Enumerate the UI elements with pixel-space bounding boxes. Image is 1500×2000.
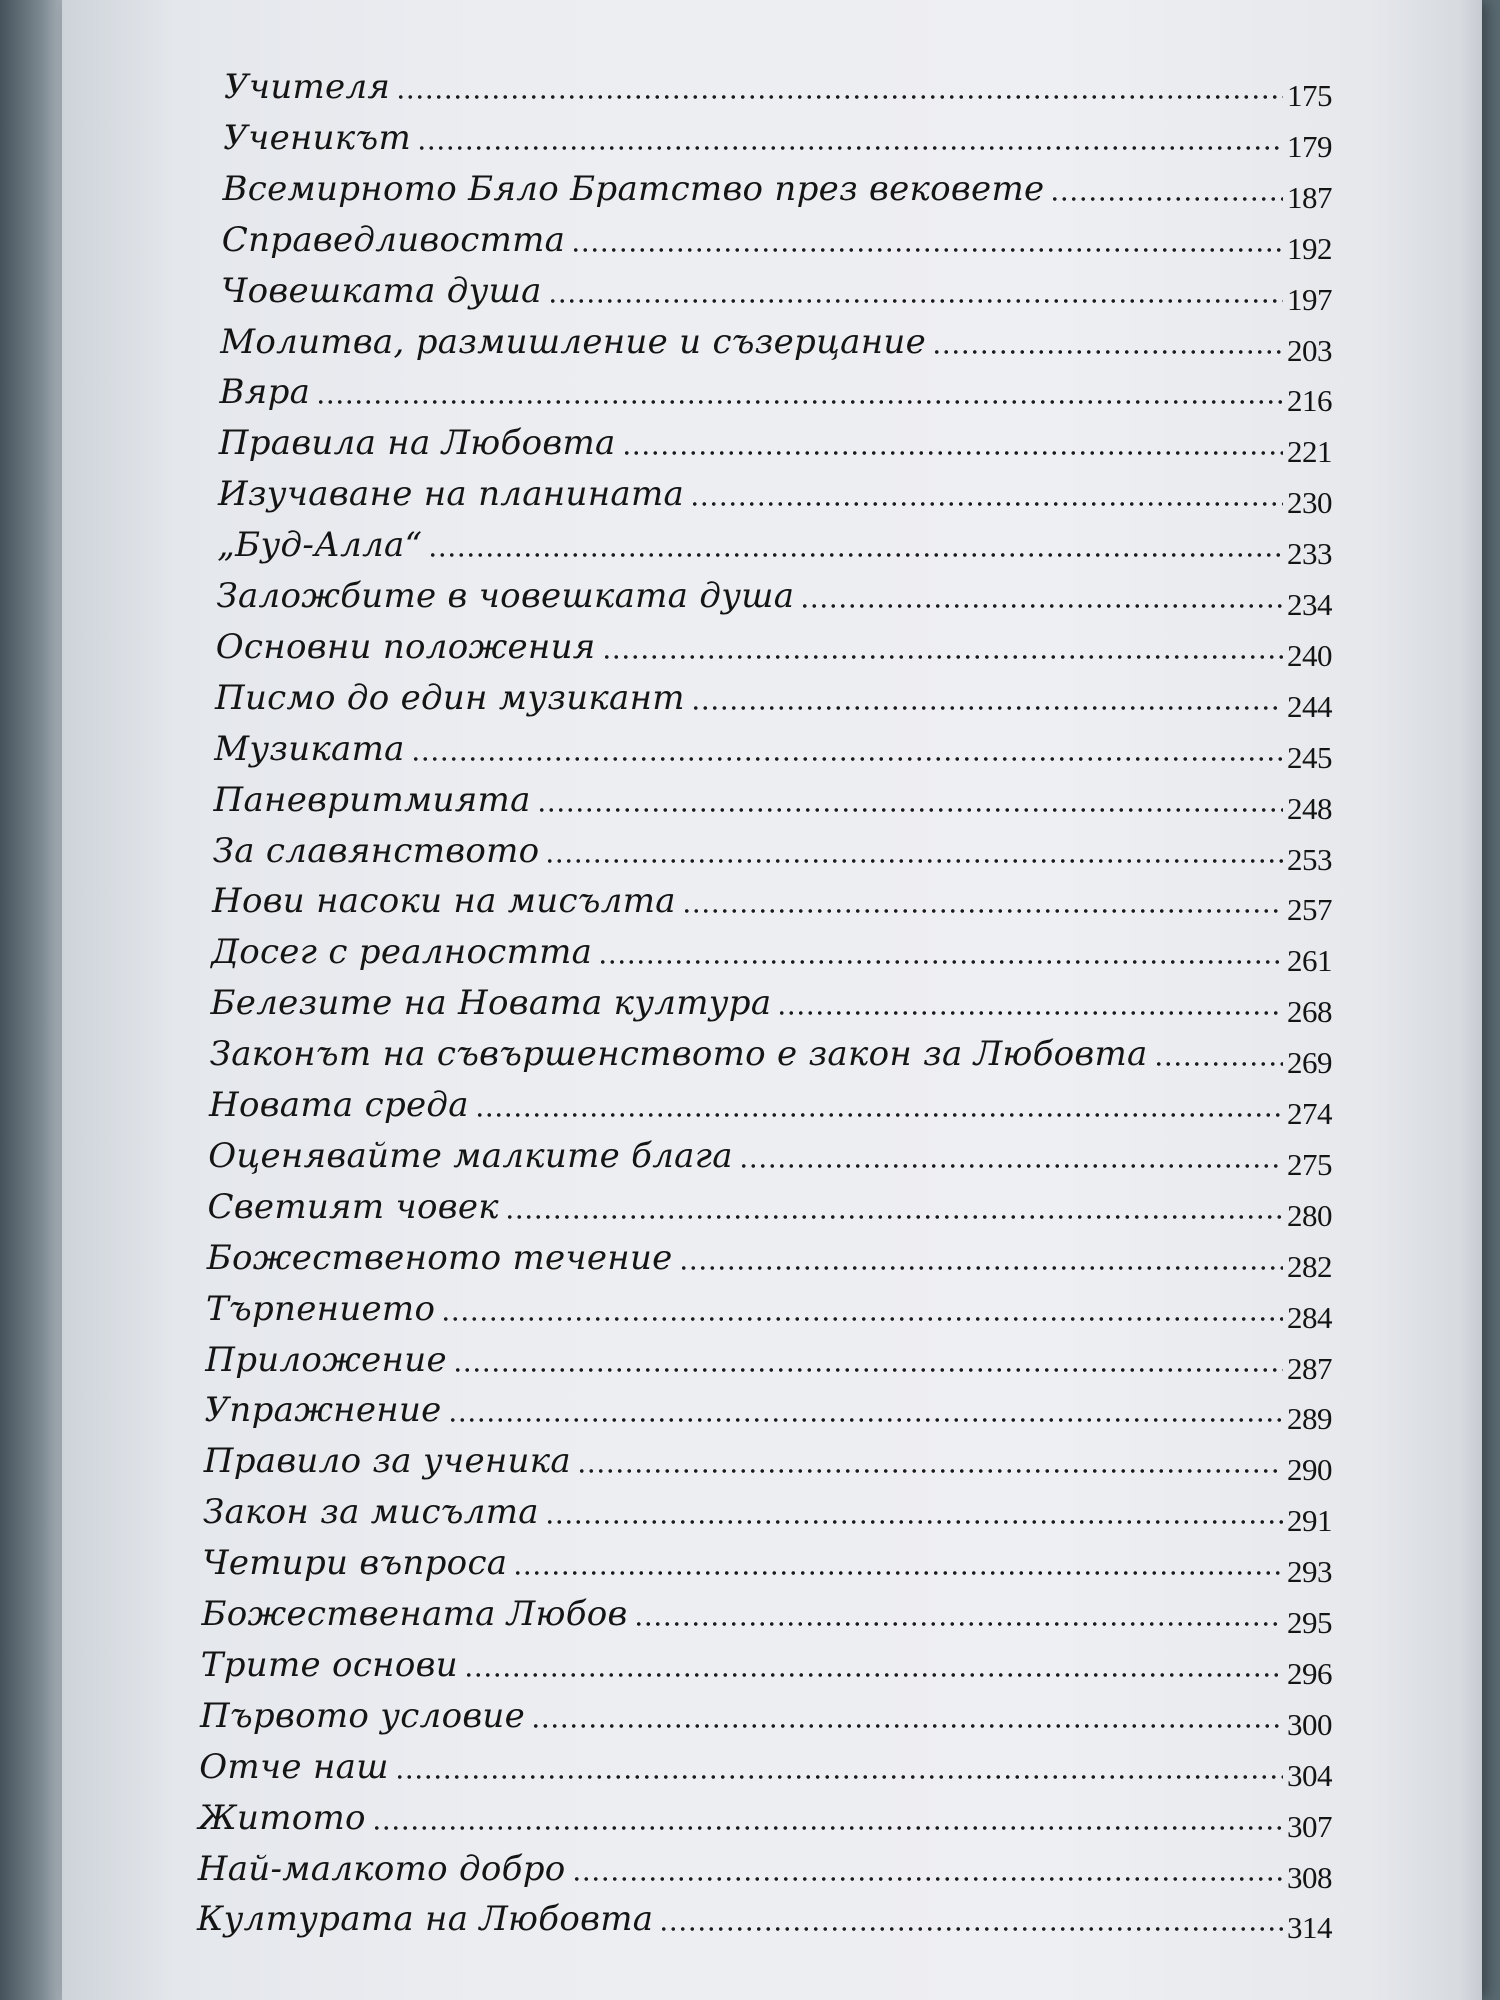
toc-entry-page-number: 307 [1287, 1808, 1332, 1844]
toc-entry-page-number: 304 [1287, 1757, 1332, 1793]
toc-entry-page-number: 187 [1287, 179, 1332, 215]
toc-entry-page-number: 289 [1287, 1401, 1332, 1437]
toc-entry [197, 1894, 1332, 1944]
dot-leader [441, 1316, 1283, 1322]
toc-entry-page-number: 290 [1287, 1452, 1332, 1488]
toc-entry-title: Вяра [219, 372, 311, 413]
toc-entry-page-number: 253 [1287, 841, 1332, 877]
dot-leader [622, 450, 1283, 456]
toc-entry [223, 164, 1333, 214]
toc-entry [204, 1436, 1332, 1486]
toc-entry [203, 1487, 1332, 1537]
toc-entry-title: Културата на Любовта [197, 1899, 654, 1940]
dot-leader [1154, 1061, 1283, 1067]
dot-leader [548, 298, 1283, 304]
dot-leader [739, 1163, 1283, 1169]
toc-entry [215, 673, 1332, 723]
toc-entry-page-number: 293 [1287, 1554, 1332, 1590]
toc-entry [220, 317, 1332, 367]
dot-leader [602, 654, 1283, 660]
dot-leader [396, 94, 1283, 100]
book-page [62, 0, 1482, 2000]
toc-entry-title: Отче наш [199, 1746, 389, 1787]
toc-entry [217, 520, 1332, 570]
toc-entry [212, 876, 1332, 926]
dot-leader [545, 858, 1283, 864]
toc-entry-title: Справедливостта [221, 219, 566, 260]
toc-entry [199, 1793, 1333, 1843]
dot-leader [505, 1214, 1283, 1220]
dot-leader [531, 1723, 1283, 1729]
dot-leader [537, 807, 1283, 813]
toc-entry-title: Най-малкото добро [197, 1848, 566, 1889]
dot-leader [316, 399, 1283, 405]
toc-entry [206, 1284, 1332, 1334]
dot-leader [691, 705, 1283, 711]
toc-entry-page-number: 269 [1287, 1045, 1332, 1081]
toc-entry-title: „Буд-Алла“ [217, 525, 423, 566]
dot-leader [411, 756, 1283, 762]
toc-entry-page-number: 234 [1287, 587, 1332, 622]
toc-entry-page-number: 300 [1287, 1706, 1332, 1742]
toc-entry-page-number: 268 [1287, 994, 1332, 1030]
toc-entry-page-number: 175 [1287, 78, 1332, 113]
toc-entry-page-number: 244 [1287, 688, 1332, 724]
toc-entry [207, 1233, 1332, 1283]
toc-entry [201, 1640, 1332, 1690]
toc-entry [222, 215, 1332, 265]
toc-entry [205, 1385, 1333, 1435]
toc-entry-page-number: 216 [1287, 383, 1332, 419]
dot-leader [659, 1926, 1283, 1932]
toc-entry-page-number: 248 [1287, 790, 1332, 826]
toc-entry [211, 927, 1332, 977]
toc-entry-page-number: 197 [1287, 281, 1332, 317]
toc-entry [224, 62, 1332, 112]
toc-entry-title: Оценявайте малките блага [208, 1135, 733, 1176]
toc-entry-title: Упражнение [204, 1390, 442, 1431]
toc-entry [216, 622, 1332, 672]
toc-entry-title: Закон за мисълта [203, 1492, 539, 1533]
dot-leader [682, 908, 1283, 914]
toc-entry-page-number: 308 [1287, 1859, 1332, 1895]
toc-entry-title: Първото условие [200, 1695, 526, 1736]
toc-entry [202, 1589, 1333, 1639]
dot-leader [577, 1468, 1283, 1474]
dot-leader [571, 247, 1283, 253]
toc-entry-page-number: 291 [1287, 1503, 1332, 1539]
toc-entry-title: Правило за ученика [203, 1441, 571, 1482]
toc-entry [210, 1029, 1332, 1079]
toc-entry-title: Правила на Любовта [218, 423, 616, 464]
toc-entry [221, 266, 1332, 316]
toc-entry [209, 1080, 1332, 1130]
toc-entry-title: Трите основи [200, 1644, 458, 1685]
toc-entry [214, 724, 1332, 774]
toc-entry-title: Житото [198, 1797, 366, 1838]
toc-entry [211, 978, 1333, 1028]
dot-leader [572, 1876, 1283, 1882]
toc-entry-page-number: 295 [1287, 1605, 1332, 1640]
toc-entry [217, 571, 1333, 621]
dot-leader [475, 1112, 1283, 1118]
table-of-contents [62, 62, 1482, 1962]
toc-entry [219, 418, 1332, 468]
toc-entry-title: Божествената Любов [201, 1594, 628, 1634]
dot-leader [417, 145, 1283, 151]
toc-entry [223, 113, 1332, 163]
toc-entry-page-number: 280 [1287, 1197, 1332, 1233]
toc-entry-title: Молитва, размишление и съзерцание [220, 321, 927, 362]
dot-leader [1050, 196, 1283, 202]
toc-entry-title: Новата среда [209, 1085, 469, 1125]
toc-entry-title: Белезите на Новата култура [210, 983, 772, 1024]
toc-entry-page-number: 203 [1287, 332, 1332, 368]
toc-entry-page-number: 275 [1287, 1146, 1332, 1182]
dot-leader [598, 959, 1283, 965]
toc-entry-page-number: 296 [1287, 1655, 1332, 1691]
dot-leader [777, 1010, 1283, 1016]
toc-entry-page-number: 314 [1287, 1910, 1332, 1946]
toc-entry-title: Изучаване на планината [218, 474, 685, 515]
dot-leader [448, 1417, 1283, 1423]
toc-entry [214, 775, 1333, 825]
toc-entry-title: Законът на съвършенството е закон за Любовта [209, 1034, 1148, 1075]
toc-entry [202, 1538, 1332, 1588]
toc-entry-title: Четири въпроса [202, 1543, 508, 1584]
toc-entry-title: Ученикът [223, 117, 411, 158]
toc-entry [199, 1742, 1332, 1792]
dot-leader [453, 1367, 1283, 1373]
dot-leader [395, 1774, 1283, 1780]
toc-entry-title: Всемирното Бяло Братство през вековете [222, 168, 1045, 209]
toc-entry [220, 367, 1333, 417]
toc-entry-title: Приложение [205, 1339, 447, 1380]
dot-leader [679, 1265, 1283, 1271]
toc-entry [205, 1335, 1332, 1385]
toc-entry-title: Досег с реалността [211, 932, 593, 973]
toc-entry-title: Основни положения [215, 626, 596, 667]
toc-entry-title: Човешката душа [221, 270, 542, 311]
toc-entry-page-number: 233 [1287, 536, 1332, 572]
dot-leader [690, 501, 1283, 507]
toc-entry [213, 826, 1332, 876]
toc-entry-page-number: 287 [1287, 1350, 1332, 1386]
dot-leader [464, 1672, 1283, 1678]
toc-entry-title: Нови насоки на мисълта [212, 881, 676, 922]
toc-entry [208, 1182, 1333, 1232]
toc-entry-title: Учителя [224, 67, 391, 107]
toc-entry-title: Светият човек [207, 1186, 499, 1227]
toc-entry-title: Музиката [214, 728, 405, 769]
toc-entry [218, 469, 1332, 519]
toc-entry-page-number: 284 [1287, 1299, 1332, 1335]
toc-entry-page-number: 257 [1287, 892, 1332, 928]
toc-entry-title: За славянството [212, 830, 540, 871]
toc-entry-page-number: 261 [1287, 943, 1332, 979]
dot-leader [634, 1621, 1283, 1627]
toc-entry [198, 1844, 1332, 1894]
book-spine-shadow [0, 0, 70, 2000]
toc-entry-title: Търпението [206, 1288, 436, 1329]
dot-leader [800, 603, 1283, 609]
toc-entry-page-number: 192 [1287, 230, 1332, 266]
toc-entry-title: Заложбите в човешката душа [216, 576, 795, 616]
dot-leader [545, 1519, 1283, 1525]
dot-leader [932, 349, 1283, 355]
toc-entry-page-number: 245 [1287, 739, 1332, 775]
toc-entry-title: Писмо до един музикант [215, 677, 685, 718]
toc-entry-page-number: 230 [1287, 485, 1332, 521]
toc-entry-title: Паневритмията [213, 779, 531, 820]
toc-entry-page-number: 274 [1287, 1096, 1332, 1131]
toc-entry-page-number: 179 [1287, 128, 1332, 164]
toc-entry [208, 1131, 1332, 1181]
toc-entry [200, 1691, 1332, 1741]
dot-leader [513, 1570, 1283, 1576]
toc-entry-title: Божественото течение [206, 1237, 673, 1278]
toc-entry-page-number: 221 [1287, 434, 1332, 470]
toc-entry-page-number: 282 [1287, 1248, 1332, 1284]
dot-leader [372, 1825, 1283, 1831]
dot-leader [428, 552, 1283, 558]
toc-entry-page-number: 240 [1287, 637, 1332, 673]
